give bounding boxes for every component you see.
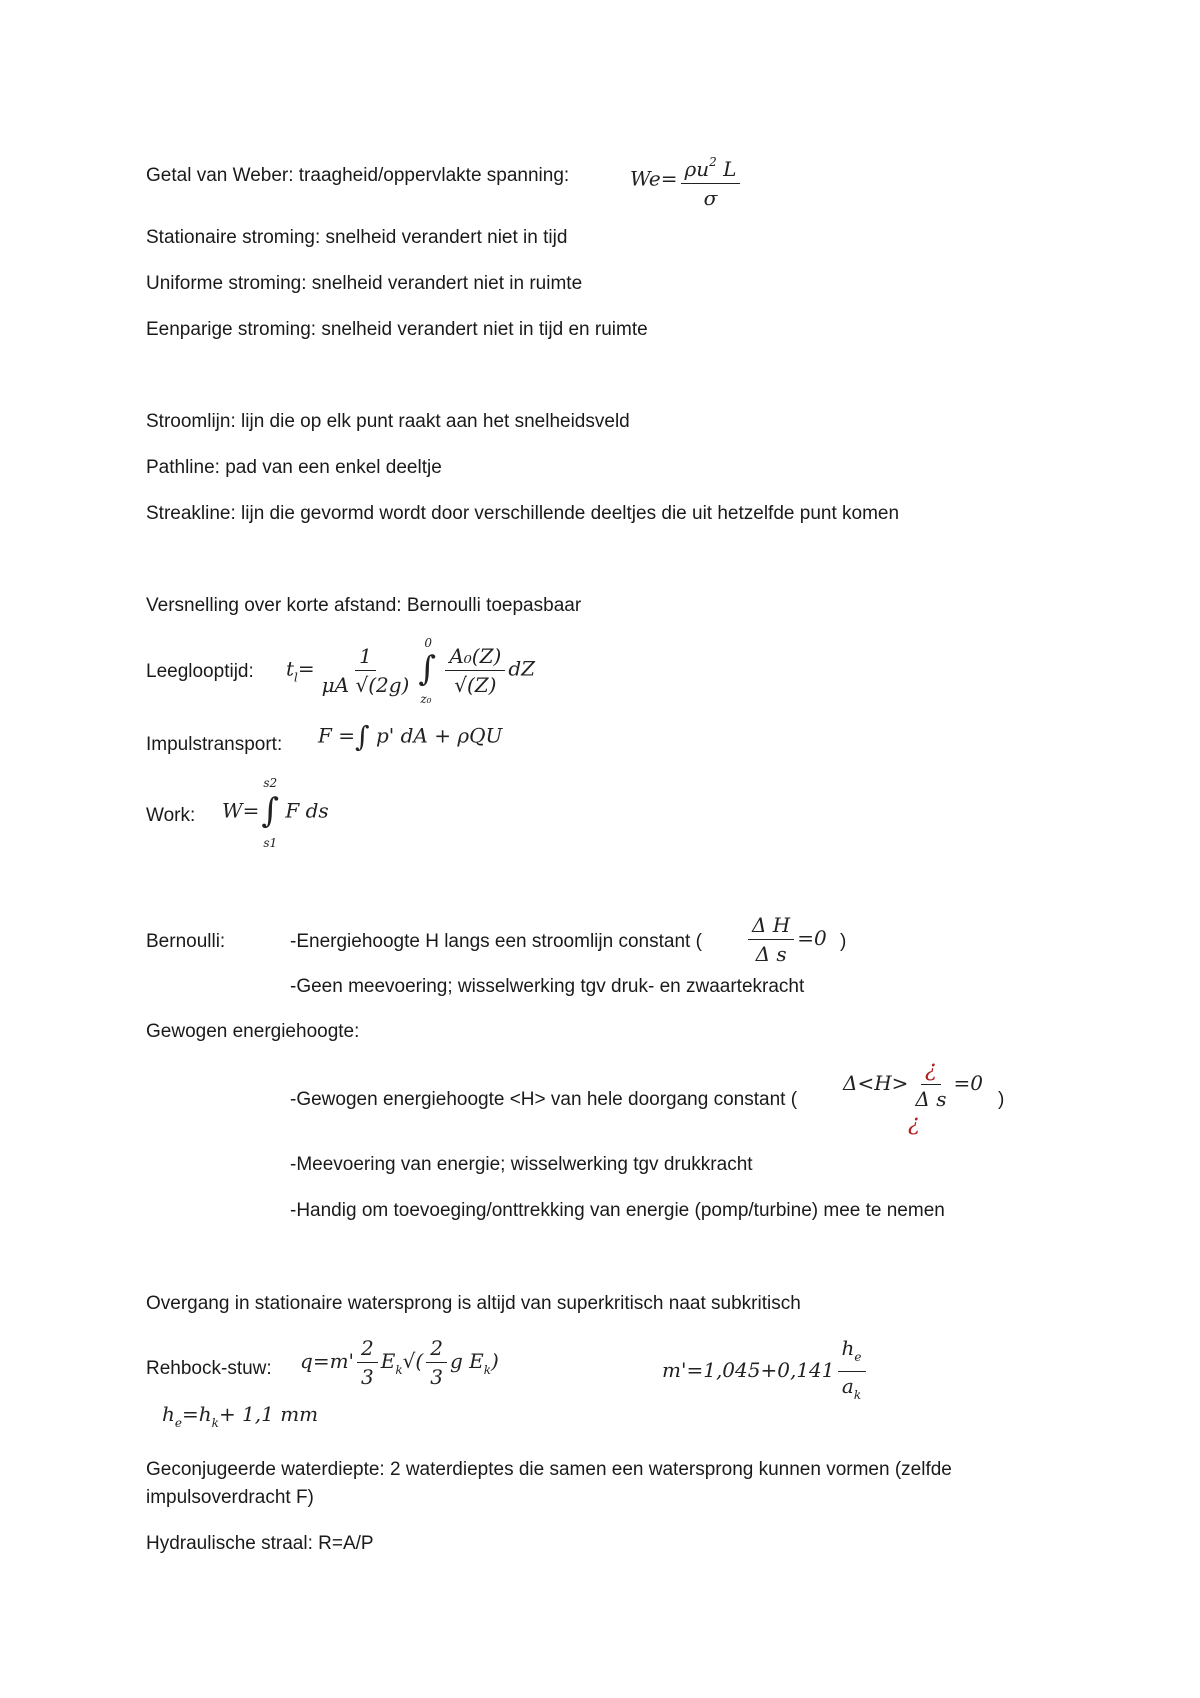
- rehbock-m2-eq: =1,045+0,141: [686, 1358, 835, 1382]
- work-formula: [222, 776, 329, 850]
- leegloop-int-lower: z₀: [420, 692, 432, 706]
- overgang-text: Overgang in stationaire watersprong is altijd van superkritisch naat subkritisch: [146, 1293, 801, 1314]
- bernoulli-item2: -Geen meevoering; wisselwerking tgv druk- en zwaartekracht: [290, 976, 805, 997]
- gewogen-item1: -Gewogen energiehoogte <H> van hele doorgang constant (: [290, 1089, 798, 1110]
- work-integral: [259, 776, 285, 850]
- work-rest: F ds: [285, 798, 329, 823]
- rehbock-formula: [300, 1336, 499, 1389]
- rehbock-frac2-num: 2: [426, 1336, 447, 1363]
- impuls-integral: ∫: [355, 720, 370, 753]
- rehbock-frac2-den: 3: [430, 1365, 443, 1389]
- flow-type-stationair: Stationaire stroming: snelheid verandert niet in tijd: [146, 227, 568, 248]
- leegloop-integral: [416, 636, 442, 706]
- gewogen-item2: -Meevoering van energie; wisselwerking tgv drukkracht: [290, 1154, 753, 1175]
- leegloop-frac1-den: μA √(2g): [321, 672, 410, 697]
- leegloop-eq: =: [297, 656, 315, 681]
- flow-type-eenparig: Eenparige stroming: snelheid verandert niet in tijd en ruimte: [146, 319, 648, 340]
- rehbock-sqrt: √(: [402, 1349, 424, 1373]
- impuls-lhs: F: [318, 723, 332, 748]
- rehbock-lhs: q: [300, 1349, 313, 1373]
- bernoulli-formula: [745, 913, 827, 966]
- leegloop-formula: [286, 636, 536, 706]
- weber-formula: [630, 150, 743, 210]
- impuls-eq: =: [338, 723, 356, 748]
- work-int-upper: s2: [263, 776, 278, 790]
- leegloop-frac1: [318, 644, 414, 697]
- rehbock-he-tail: + 1,1 mm: [218, 1402, 319, 1426]
- gewogen-eq: =0: [953, 1071, 983, 1095]
- weber-num: ρu: [684, 157, 710, 181]
- leegloop-label: Leeglooptijd:: [146, 661, 254, 682]
- rehbock-frac2: [426, 1336, 447, 1389]
- bernoulli-den: Δ s: [755, 942, 787, 966]
- gewogen-item3: -Handig om toevoeging/onttrekking van energie (pomp/turbine) mee te nemen: [290, 1200, 945, 1221]
- work-int-sign: ∫: [261, 791, 280, 831]
- rehbock-m2-fraction: [838, 1336, 866, 1407]
- line-type-pathline: Pathline: pad van een enkel deeltje: [146, 457, 442, 478]
- rehbock-label: Rehbock-stuw:: [146, 1358, 272, 1379]
- work-eq: =: [242, 798, 260, 823]
- bernoulli-close: ): [840, 931, 847, 952]
- rehbock-m2-den-sub: k: [853, 1388, 862, 1402]
- weber-lhs: We: [630, 166, 661, 191]
- rehbock-he-formula: [162, 1402, 318, 1430]
- rehbock-frac1-num: 2: [357, 1336, 378, 1363]
- leegloop-int-sign: ∫: [418, 649, 437, 689]
- rehbock-ek: E: [380, 1349, 396, 1373]
- versnelling-text: Versnelling over korte afstand: Bernoulli toepasbaar: [146, 595, 582, 616]
- rehbock-he-lhs: h: [162, 1402, 175, 1426]
- bernoulli-eq: =0: [797, 926, 827, 950]
- bernoulli-item1: -Energiehoogte H langs een stroomlijn constant (: [290, 931, 702, 952]
- rehbock-m2-den: a: [841, 1374, 854, 1398]
- bernoulli-fraction: [748, 913, 794, 966]
- leegloop-lhs: t: [286, 656, 295, 681]
- work-label: Work:: [146, 805, 196, 826]
- impuls-formula: [318, 720, 503, 753]
- weber-eq: =: [660, 166, 678, 191]
- rehbock-g-sub: k: [483, 1363, 491, 1377]
- rehbock-he-eq: =: [182, 1402, 199, 1426]
- gewogen-num: Δ<H>: [843, 1071, 909, 1095]
- leegloop-frac1-num: 1: [355, 644, 376, 671]
- rehbock-m2-lhs: m': [662, 1358, 687, 1382]
- rehbock-g: g E: [449, 1349, 484, 1373]
- weber-num-tail: L: [723, 157, 737, 181]
- gewogen-fraction: [911, 1058, 950, 1111]
- rehbock-eq: =: [312, 1349, 330, 1373]
- rehbock-ek-sub: k: [395, 1363, 403, 1377]
- line-type-streakline: Streakline: lijn die gevormd wordt door verschillende deeltjes die uit hetzelfde punt komen: [146, 503, 900, 524]
- line-type-stroomlijn: Stroomlijn: lijn die op elk punt raakt aan het snelheidsveld: [146, 411, 630, 432]
- gewogen-formula: [843, 1058, 983, 1111]
- leegloop-tail: dZ: [508, 656, 536, 681]
- rehbock-frac1: [357, 1336, 378, 1389]
- leegloop-frac2-den: √(Z): [454, 672, 497, 697]
- rehbock-m2-num: h: [841, 1336, 855, 1360]
- hydraulische-straal: Hydraulische straal: R=A/P: [146, 1533, 374, 1554]
- rehbock-close: ): [491, 1349, 499, 1373]
- bernoulli-label: Bernoulli:: [146, 931, 226, 952]
- weber-fraction: [681, 150, 741, 210]
- rehbock-m2-num-sub: e: [854, 1350, 862, 1364]
- leegloop-frac2: [445, 644, 505, 697]
- impuls-rest: p' dA + ρQU: [375, 723, 503, 748]
- rehbock-he-rhs-sub: k: [211, 1416, 219, 1430]
- leegloop-int-upper: 0: [424, 636, 432, 650]
- weber-exp: 2: [709, 155, 717, 169]
- bernoulli-num: Δ H: [748, 913, 794, 940]
- gewogen-red-mark: ¿: [921, 1058, 941, 1085]
- rehbock-he-lhs-sub: e: [174, 1416, 182, 1430]
- flow-type-uniform: Uniforme stroming: snelheid verandert niet in ruimte: [146, 273, 583, 294]
- rehbock-frac1-den: 3: [361, 1365, 374, 1389]
- gewogen-den: Δ s: [915, 1087, 947, 1111]
- weber-den: σ: [703, 186, 718, 210]
- work-int-lower: s1: [263, 836, 278, 850]
- gewogen-label: Gewogen energiehoogte:: [146, 1021, 360, 1042]
- rehbock-m-formula: [662, 1336, 869, 1407]
- gewogen-close: ): [998, 1089, 1005, 1110]
- rehbock-m: m': [329, 1349, 355, 1373]
- leegloop-frac2-num: A₀(Z): [445, 644, 505, 671]
- weber-label: Getal van Weber: traagheid/oppervlakte spanning:: [146, 165, 570, 186]
- geconjugeerde-line-2: impulsoverdracht F): [146, 1487, 314, 1508]
- impuls-label: Impulstransport:: [146, 734, 283, 755]
- work-lhs: W: [222, 798, 243, 823]
- gewogen-red-mark-2: ¿: [908, 1111, 920, 1136]
- leegloop-lhs-sub: l: [294, 670, 298, 685]
- rehbock-he-rhs: h: [198, 1402, 212, 1426]
- geconjugeerde-line-1: Geconjugeerde waterdiepte: 2 waterdieptes die samen een watersprong kunnen vormen (zelfde: [146, 1459, 952, 1480]
